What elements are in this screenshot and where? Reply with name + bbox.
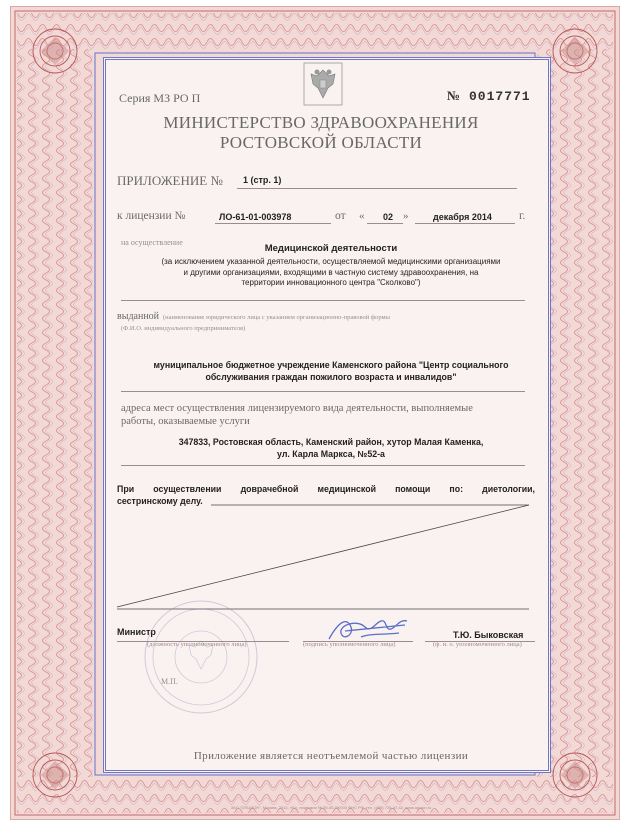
activity-desc-line2: и другими организациями, входящими в частную систему здравоохранения, на — [183, 267, 479, 277]
quote-open: « — [359, 210, 365, 222]
address-label-line1: адреса мест осуществления лицензируемого вида деятельности, выполняемые — [121, 403, 473, 414]
form-number: 0017771 — [469, 89, 531, 104]
series-label: Серия МЗ РО П — [119, 91, 201, 105]
official-seal-icon — [141, 597, 261, 717]
license-number: ЛО-61-01-003978 — [219, 212, 292, 222]
issued-label: выданной — [117, 311, 160, 322]
address-underline — [121, 465, 525, 466]
address-value — [111, 436, 551, 460]
month-underline — [415, 223, 515, 224]
issued-hint-line1: (наименование юридического лица с указанием организационно-правовой формы — [163, 314, 390, 321]
activity-title: Медицинской деятельности — [264, 243, 398, 254]
ministry-title-line2: РОСТОВСКОЙ ОБЛАСТИ — [219, 133, 423, 152]
issued-hint-line2: (Ф.И.О. индивидуального предпринимателя) — [121, 325, 246, 332]
day-underline — [367, 223, 403, 224]
activity-label: на осуществление — [121, 238, 183, 247]
license-label: к лицензии № — [117, 210, 186, 222]
activity-desc-line1: (за исключением указанной деятельности, осуществляемой медицинскими организациями — [161, 257, 501, 266]
footer-note: Приложение является неотъемлемой частью лицензии — [193, 750, 469, 762]
appendix-number: 1 (стр. 1) — [243, 175, 282, 185]
address-line2: ул. Карла Маркса, №52-а — [277, 449, 385, 459]
org-line2: обслуживания граждан пожилого возраста и инвалидов" — [205, 372, 457, 382]
license-month-year: декабря 2014 — [433, 212, 492, 222]
number-label: № — [447, 88, 461, 103]
license-sheet — [10, 6, 620, 820]
appendix-label: ПРИЛОЖЕНИЕ № — [117, 173, 223, 188]
activity-desc-line3: территории инновационного центра "Сколково") — [241, 278, 421, 287]
printer-info: ЗАО "ОПЦИОН", Москва, 2014, «Б», лицензия № 05-05-09/003 ФНС РФ, тел. (495) 726-47-42, www.opcion.ru — [230, 805, 432, 810]
services-line1: При осуществлении доврачебной медицинской помощи по: диетологии, — [117, 484, 535, 494]
name-hint: (ф. и. о. уполномоченного лица) — [433, 641, 522, 648]
address-label — [121, 402, 473, 428]
org-line1: муниципальное бюджетное учреждение Каменского района "Центр социального — [153, 360, 509, 370]
activity-description — [111, 257, 551, 289]
signature-hint: (подпись уполномоченного лица) — [303, 641, 396, 648]
license-underline — [215, 223, 331, 224]
position-hint: (должность уполномоченного лица) — [147, 641, 247, 648]
signatory-name: Т.Ю. Быковская — [453, 630, 524, 640]
stamp-place-label: М.П. — [161, 677, 178, 686]
services-line2: сестринскому делу. — [117, 496, 203, 506]
organization-name — [111, 359, 551, 383]
coat-of-arms-icon — [303, 62, 343, 106]
activity-underline — [121, 300, 525, 301]
year-suffix: г. — [519, 210, 526, 222]
org-underline — [121, 391, 525, 392]
ministry-title-line1: МИНИСТЕРСТВО ЗДРАВООХРАНЕНИЯ — [163, 113, 479, 132]
address-line1: 347833, Ростовская область, Каменский район, хутор Малая Каменка, — [178, 437, 484, 447]
address-label-line2: работы, оказываемые услуги — [121, 416, 250, 427]
appendix-underline — [237, 188, 517, 189]
signatory-position: Министр — [117, 627, 156, 637]
license-from-label: от — [335, 210, 346, 222]
quote-close: » — [403, 210, 409, 222]
license-day: 02 — [383, 212, 394, 222]
